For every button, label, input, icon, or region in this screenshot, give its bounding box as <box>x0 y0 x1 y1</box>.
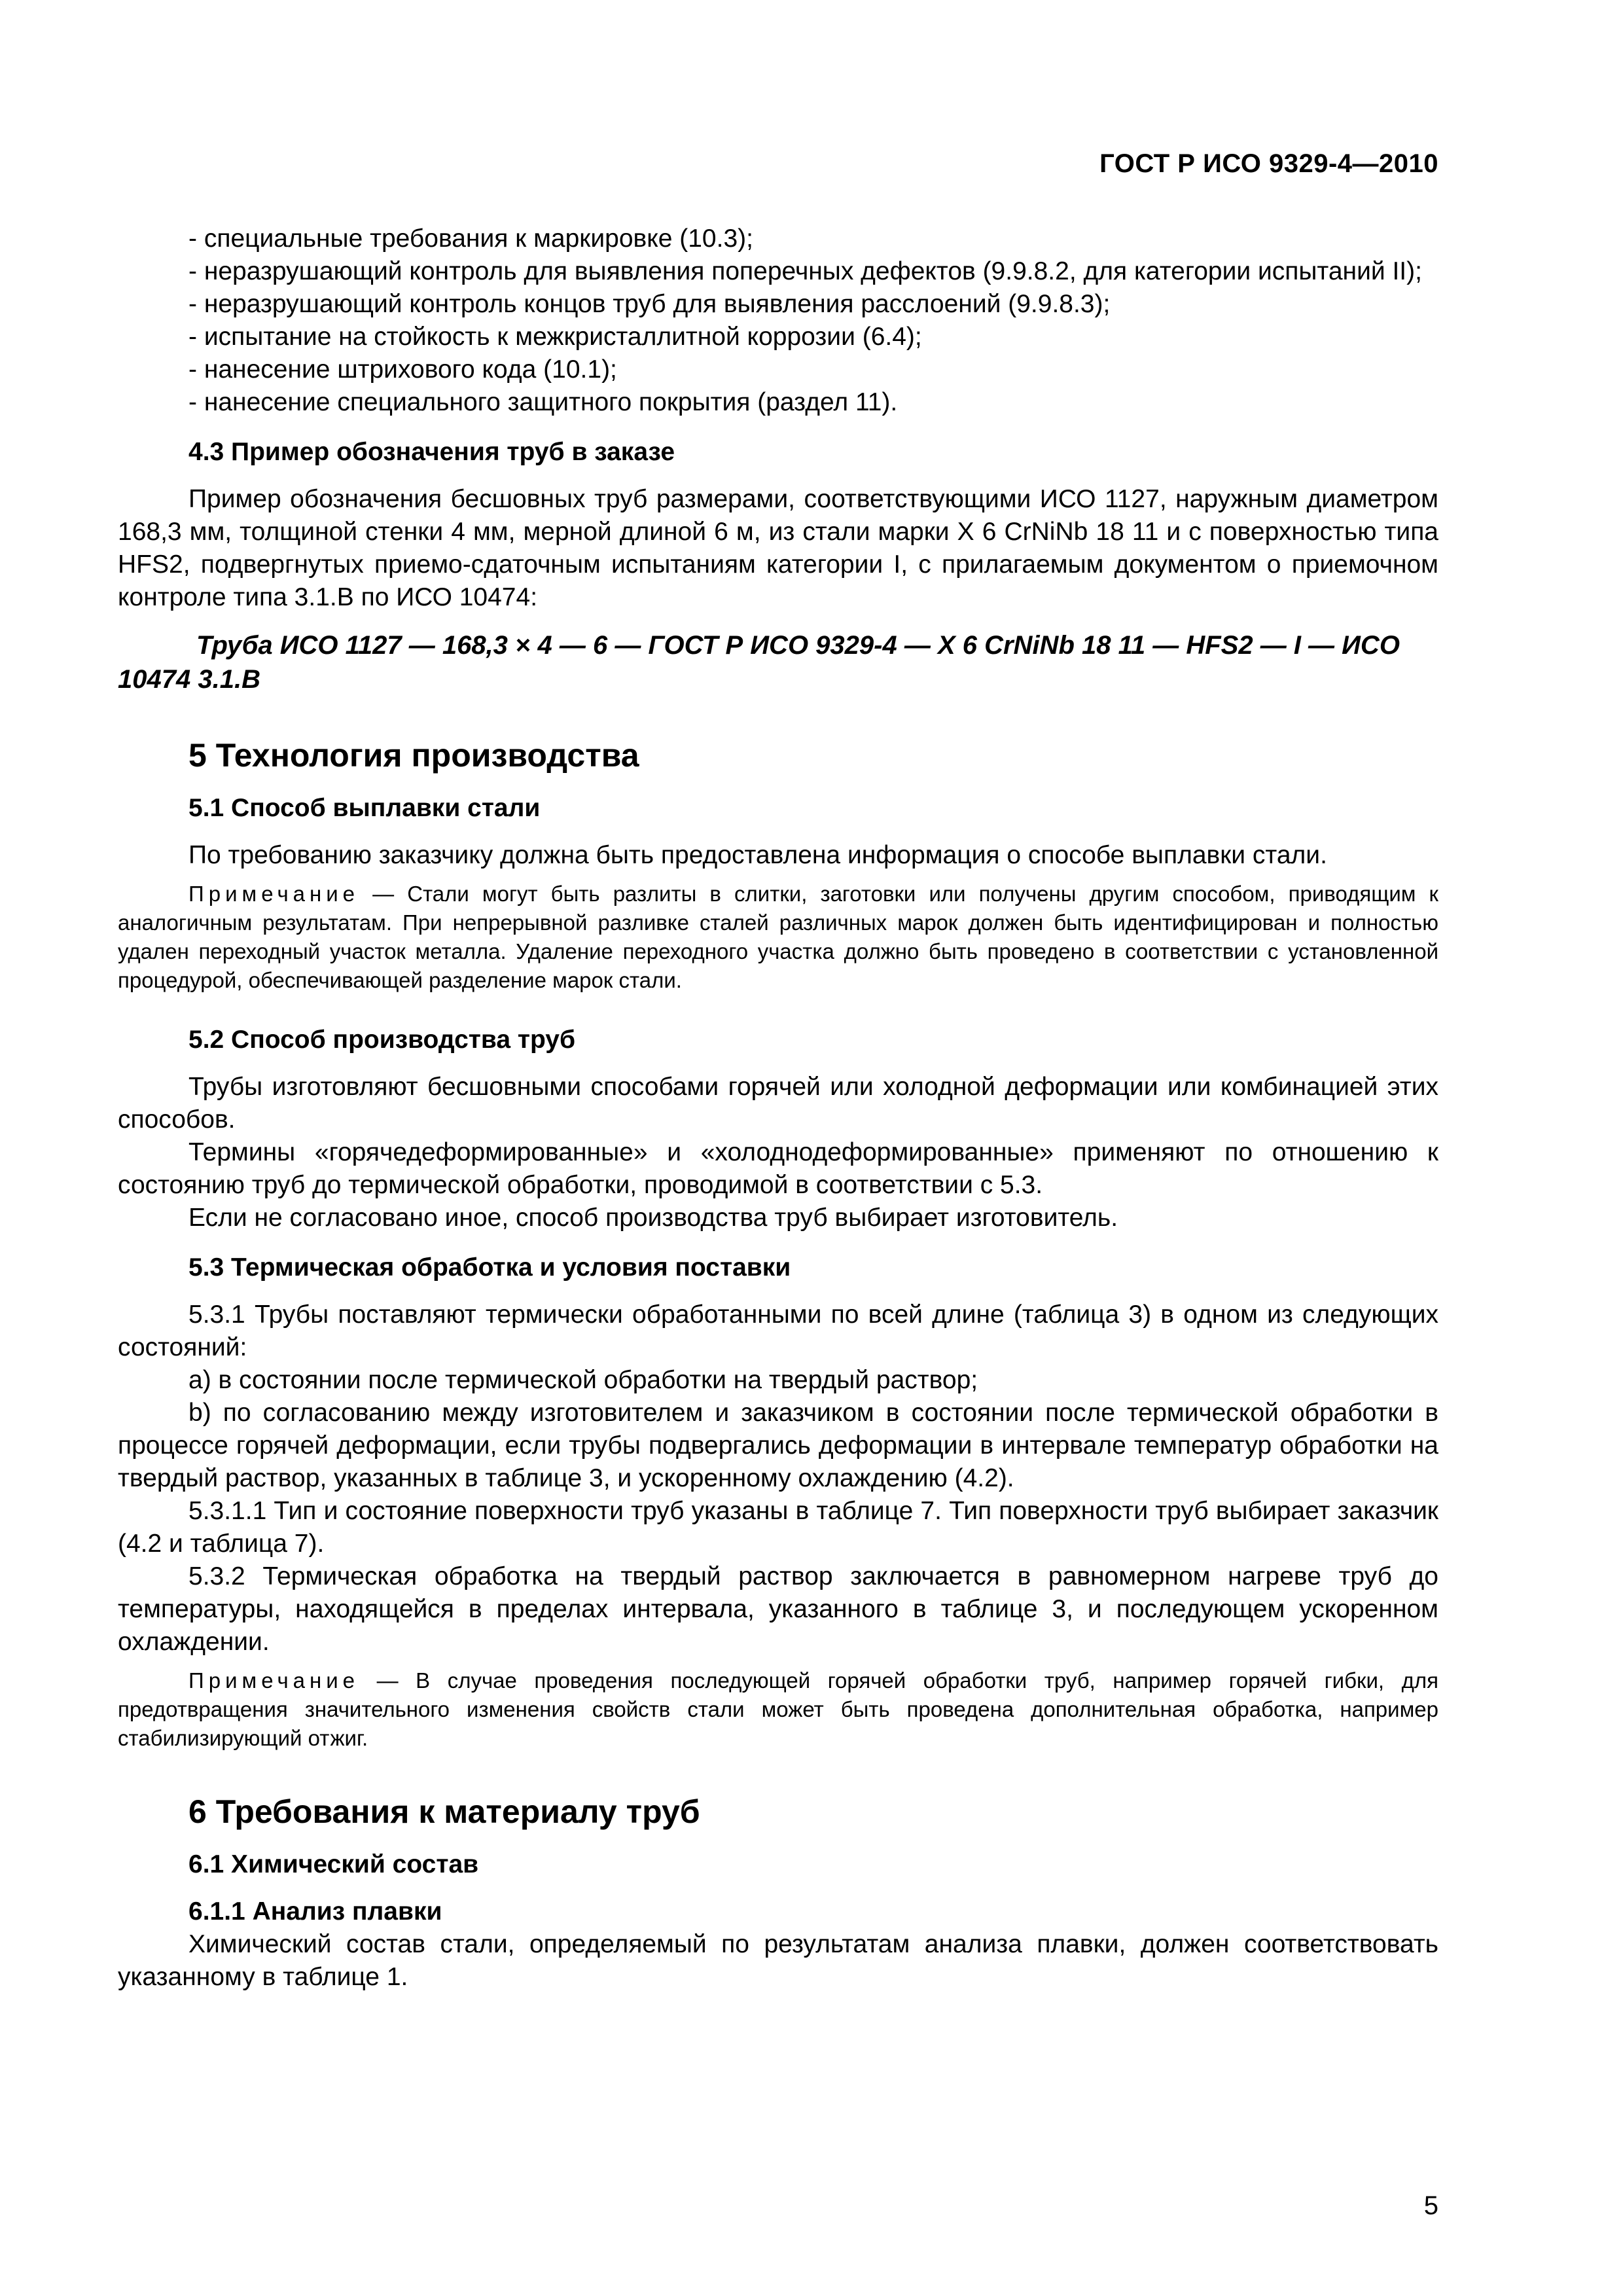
section-5-2-paragraph-3: Если не согласовано иное, способ производства труб выбирает изготовитель. <box>188 1204 1118 1232</box>
section-5-3-item-b: b) по согласованию между изготовителем и заказчиком в состоянии после термической обработки в процессе горячей деформации, если трубы подвергались деформации в интервале температур обработки на твердый раствор, указанных в таблице 3, и ускоренному охлаждению (4.2). <box>118 1399 1438 1492</box>
list-item: - нанесение штрихового кода (10.1); <box>188 355 617 384</box>
section-5-2-paragraph-2: Термины «горячедеформированные» и «холоднодеформированные» применяют по отношению к состоянию труб до термической обработки, проводимой в соответствии с 5.3. <box>118 1138 1438 1199</box>
designation-example: Труба ИСО 1127 — 168,3 × 4 — 6 — ГОСТ Р ИСО 9329-4 — X 6 CrNiNb 18 11 — HFS2 — I — ИСО 10474 3.1.В <box>118 631 1400 694</box>
section-4-3-paragraph: Пример обозначения бесшовных труб размерами, соответствующими ИСО 1127, наружным диаметром 168,3 мм, толщиной стенки 4 мм, мерной длиной 6 м, из стали марки X 6 CrNiNb 18 11 и с поверхностью типа HFS2, подвергнутых приемо-сдаточным испытаниям категории I, с прилагаемым документом о приемочном контроле типа 3.1.В по ИСО 10474: <box>118 485 1438 611</box>
list-item: - испытание на стойкость к межкристаллитной коррозии (6.4); <box>188 323 922 351</box>
section-5-title: 5 Технология производства <box>188 737 639 774</box>
section-6-1-title: 6.1 Химический состав <box>188 1850 479 1878</box>
page-number: 5 <box>1423 2191 1438 2220</box>
section-6-1-1-title: 6.1.1 Анализ плавки <box>188 1897 442 1926</box>
section-5-1-note <box>118 880 1438 995</box>
section-5-2-title: 5.2 Способ производства труб <box>188 1026 576 1054</box>
section-5-3-1-paragraph: 5.3.1 Трубы поставляют термически обработанными по всей длине (таблица 3) в одном из следующих состояний: <box>118 1300 1438 1361</box>
section-5-1-title: 5.1 Способ выплавки стали <box>188 794 541 822</box>
note-label: Примечание <box>188 1668 360 1693</box>
section-5-2-paragraph-1: Трубы изготовляют бесшовными способами горячей или холодной деформации или комбинацией этих способов. <box>118 1073 1438 1134</box>
section-6-1-1-paragraph: Химический состав стали, определяемый по результатам анализа плавки, должен соответствовать указанному в таблице 1. <box>118 1930 1438 1991</box>
section-5-3-title: 5.3 Термическая обработка и условия поставки <box>188 1253 791 1282</box>
note-label: Примечание <box>188 882 360 906</box>
section-4-3-title: 4.3 Пример обозначения труб в заказе <box>188 438 675 466</box>
section-5-3-1-1-paragraph: 5.3.1.1 Тип и состояние поверхности труб указаны в таблице 7. Тип поверхности труб выбирает заказчик (4.2 и таблица 7). <box>118 1497 1438 1558</box>
list-item: - специальные требования к маркировке (10.3); <box>188 224 753 253</box>
section-5-3-note <box>118 1666 1438 1753</box>
requirements-list <box>118 223 1438 419</box>
section-5-3-item-a: a) в состоянии после термической обработки на твердый раствор; <box>188 1366 978 1394</box>
list-item: - нанесение специального защитного покрытия (раздел 11). <box>188 388 898 416</box>
section-5-3-2-paragraph: 5.3.2 Термическая обработка на твердый раствор заключается в равномерном нагреве труб до температуры, находящейся в пределах интервала, указанного в таблице 3, и последующем ускоренном охлаждении. <box>118 1562 1438 1656</box>
note-text: — В случае проведения последующей горячей обработки труб, например горячей гибки, для предотвращения значительного изменения свойств стали может быть проведена дополнительная обработка, например стабилизирующий отжиг. <box>118 1668 1438 1750</box>
page-content <box>118 223 1438 1994</box>
document-code-header: ГОСТ Р ИСО 9329-4—2010 <box>1099 149 1438 178</box>
list-item: - неразрушающий контроль концов труб для выявления расслоений (9.9.8.3); <box>188 290 1111 318</box>
section-5-1-paragraph: По требованию заказчику должна быть предоставлена информация о способе выплавки стали. <box>188 841 1327 869</box>
note-text: — Стали могут быть разлиты в слитки, заготовки или получены другим способом, приводящим к аналогичным результатам. При непрерывной разливке сталей различных марок должен быть идентифицирован и полностью удален переходный участок металла. Удаление переходного участка должно быть проведено в соответствии с установленной процедурой, обеспечивающей разделение марок стали. <box>118 882 1438 992</box>
list-item: - неразрушающий контроль для выявления поперечных дефектов (9.9.8.2, для категории испытаний II); <box>188 257 1422 285</box>
document-page <box>118 0 1438 2296</box>
section-6-title: 6 Требования к материалу труб <box>188 1793 700 1830</box>
